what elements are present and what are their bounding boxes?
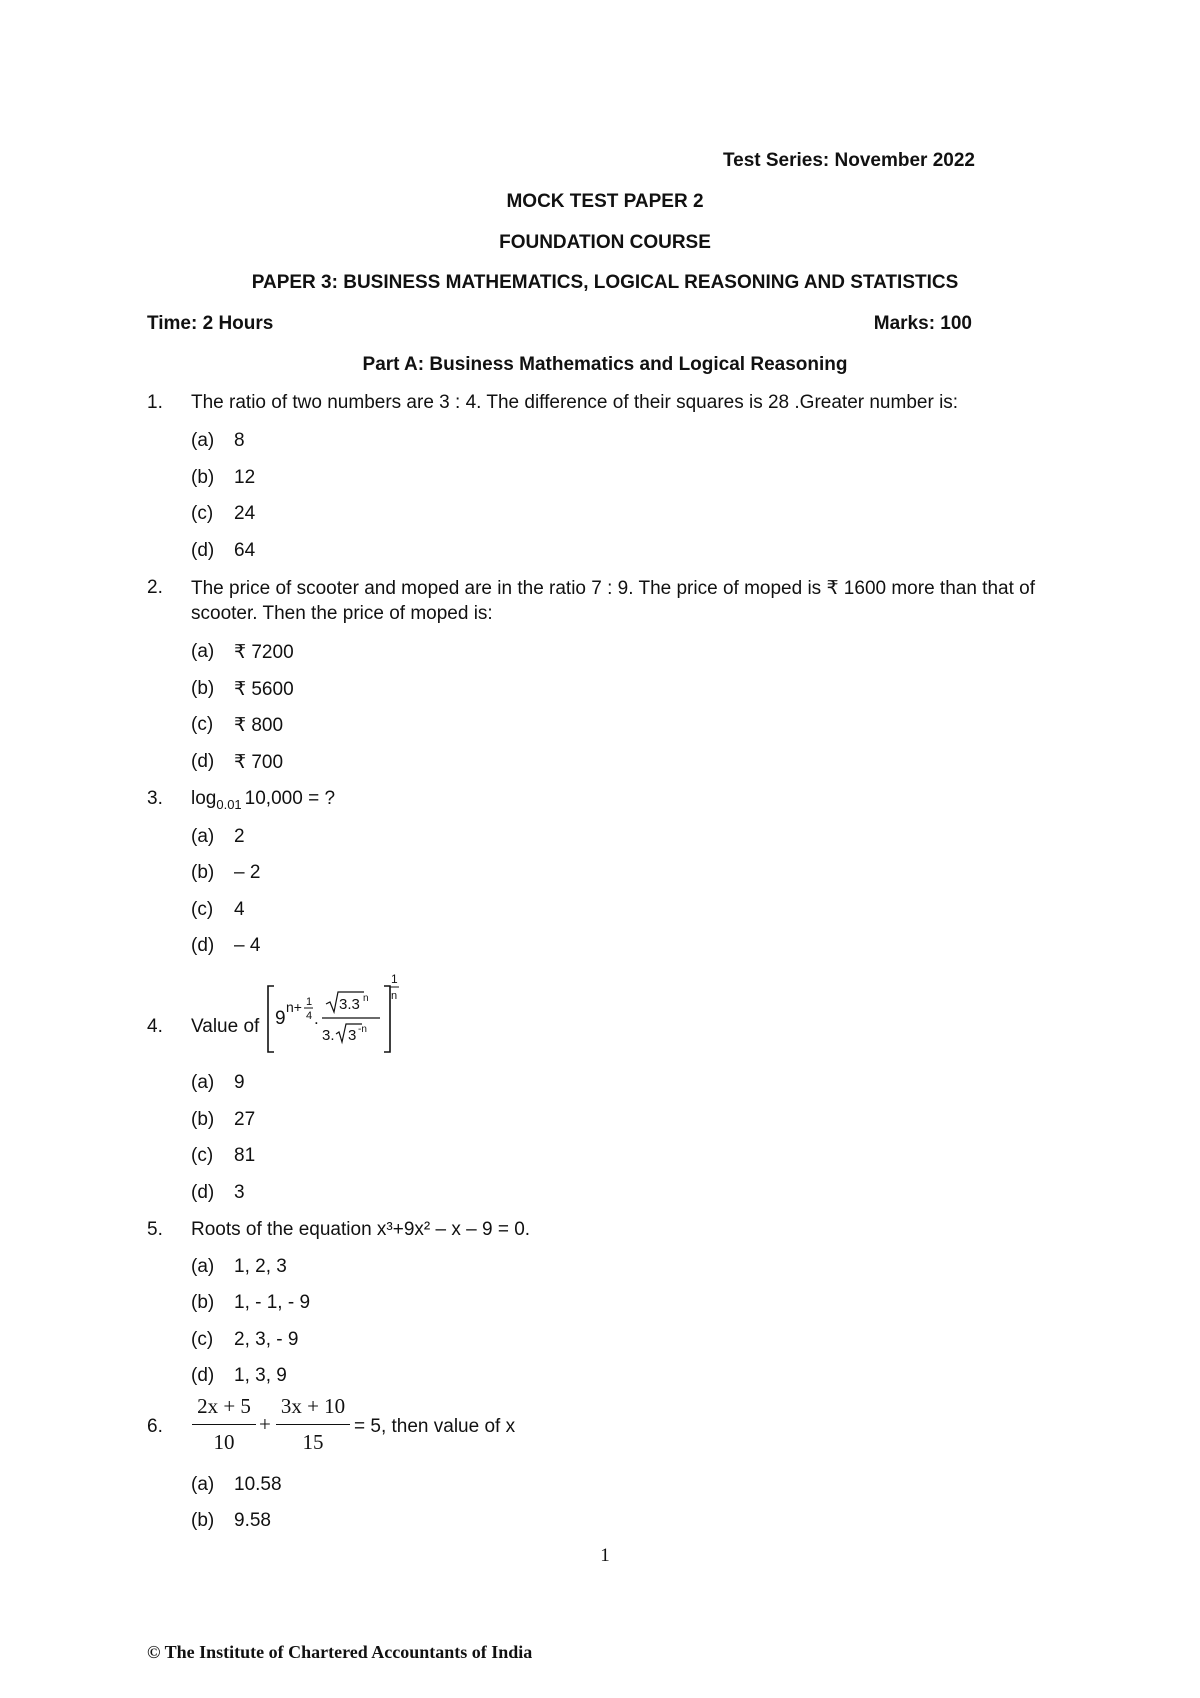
question-text-line-2: scooter. Then the price of moped is: — [191, 603, 493, 624]
option-value: ₹ 5600 — [234, 679, 294, 700]
test-series: Test Series: November 2022 — [722, 150, 975, 171]
course-title: FOUNDATION COURSE — [499, 232, 711, 253]
fraction-2-numerator: 3x + 10 — [280, 1394, 346, 1418]
option-value: 27 — [234, 1109, 256, 1130]
fraction-2-bar — [276, 1424, 350, 1425]
option-label: (a) — [191, 641, 215, 662]
question-text: Value of — [191, 1016, 260, 1037]
quarter-numerator: 1 — [306, 996, 313, 1008]
footer-copyright: © The Institute of Chartered Accountants of India — [147, 1642, 533, 1662]
option-label: (d) — [191, 540, 215, 561]
option-label: (b) — [191, 678, 215, 699]
marks-label: Marks: 100 — [873, 313, 972, 334]
log-word: log — [191, 788, 217, 809]
question-text-line-1: The price of scooter and moped are in the ratio 7 : 9. The price of moped is ₹ 1600 more than that of — [191, 578, 1035, 599]
question-text: The ratio of two numbers are 3 : 4. The difference of their squares is 28 .Greater number is: — [191, 392, 959, 413]
option-label: (c) — [191, 1145, 214, 1166]
option-label: (a) — [191, 1474, 215, 1495]
option-value: 9 — [234, 1072, 245, 1093]
fraction-1-denominator: 10 — [213, 1430, 235, 1454]
option-label: (c) — [191, 899, 214, 920]
log-argument: 10,000 = ? — [244, 788, 336, 809]
plus-sign: + — [259, 1412, 271, 1436]
base-nine: 9 — [275, 1008, 286, 1029]
outer-exp-denominator: n — [391, 990, 398, 1002]
option-value: ₹ 700 — [234, 752, 284, 773]
option-value: 12 — [234, 467, 256, 488]
option-label: (c) — [191, 714, 214, 735]
fraction-1-numerator: 2x + 5 — [197, 1394, 251, 1418]
option-label: (d) — [191, 935, 215, 956]
option-value: 81 — [234, 1145, 256, 1166]
question-text: Roots of the equation x³+9x² – x – 9 = 0. — [191, 1219, 531, 1240]
option-label: (b) — [191, 1292, 215, 1313]
question-number: 6. — [147, 1416, 163, 1437]
option-label: (b) — [191, 1109, 215, 1130]
option-value: 2 — [234, 826, 245, 847]
option-label: (c) — [191, 1329, 214, 1350]
fraction-2-denominator: 15 — [302, 1430, 324, 1454]
option-value: ₹ 7200 — [234, 642, 294, 663]
time-label: Time: 2 Hours — [147, 313, 274, 334]
q4-expression — [262, 972, 402, 1062]
option-value: 3 — [234, 1182, 245, 1203]
right-bracket — [384, 986, 390, 1052]
option-value: – 4 — [234, 935, 261, 956]
option-label: (d) — [191, 1182, 215, 1203]
option-value: ₹ 800 — [234, 715, 284, 736]
left-bracket — [268, 986, 274, 1052]
radicand-numerator: 3.3 — [339, 996, 360, 1013]
paper-title: MOCK TEST PAPER 2 — [506, 191, 704, 212]
option-label: (b) — [191, 467, 215, 488]
outer-exp-numerator: 1 — [391, 972, 398, 986]
subject-title: PAPER 3: BUSINESS MATHEMATICS, LOGICAL REASONING AND STATISTICS — [251, 272, 959, 293]
option-label: (a) — [191, 1256, 215, 1277]
question-number: 2. — [147, 577, 163, 598]
equation-rest: = 5, then value of x — [354, 1416, 516, 1437]
radicand-denominator: 3 — [348, 1027, 357, 1044]
option-value: 24 — [234, 503, 256, 524]
option-label: (b) — [191, 1510, 215, 1531]
option-value: 10.58 — [234, 1474, 282, 1495]
fraction-1-bar — [192, 1424, 256, 1425]
option-value: 9.58 — [234, 1510, 271, 1531]
option-label: (a) — [191, 826, 215, 847]
option-value: 64 — [234, 540, 256, 561]
option-value: – 2 — [234, 862, 261, 883]
option-value: 2, 3, - 9 — [234, 1329, 299, 1350]
option-label: (a) — [191, 1072, 215, 1093]
option-value: 1, 3, 9 — [234, 1365, 287, 1386]
option-label: (d) — [191, 1365, 215, 1386]
radicand-numerator-exp: n — [363, 993, 369, 1004]
dot-operator: . — [314, 1009, 319, 1028]
option-label: (d) — [191, 751, 215, 772]
option-value: 1, - 1, - 9 — [234, 1292, 311, 1313]
option-value: 4 — [234, 899, 245, 920]
part-title: Part A: Business Mathematics and Logical Reasoning — [362, 354, 848, 375]
question-number: 3. — [147, 788, 163, 809]
question-number: 1. — [147, 392, 163, 413]
exponent-n-plus: n+ — [286, 999, 302, 1015]
option-value: 8 — [234, 430, 245, 451]
page-number: 1 — [600, 1545, 610, 1566]
question-number: 5. — [147, 1219, 163, 1240]
log-base: 0.01 — [216, 797, 242, 812]
option-label: (a) — [191, 430, 215, 451]
log-expression — [191, 788, 335, 810]
option-label: (c) — [191, 503, 214, 524]
option-label: (b) — [191, 862, 215, 883]
option-value: 1, 2, 3 — [234, 1256, 287, 1277]
radicand-denominator-exp: -n — [358, 1024, 367, 1035]
question-number: 4. — [147, 1016, 163, 1037]
denominator-prefix: 3. — [322, 1027, 335, 1044]
quarter-denominator: 4 — [306, 1010, 313, 1022]
